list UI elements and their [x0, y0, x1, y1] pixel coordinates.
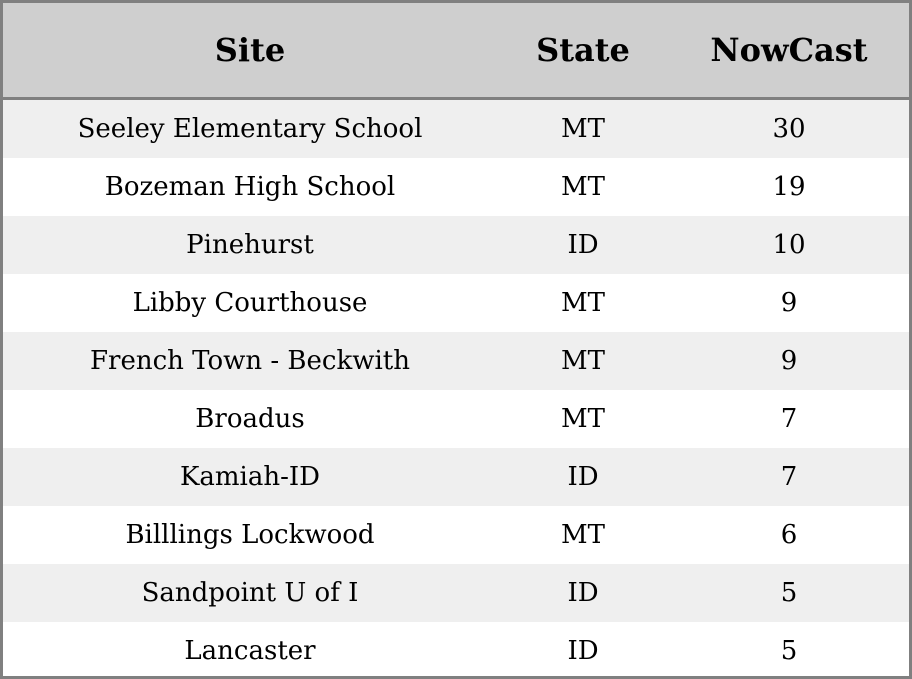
cell-site: French Town - Beckwith: [3, 332, 497, 390]
cell-state: MT: [497, 99, 669, 159]
table-row: [3, 506, 909, 564]
cell-state: ID: [497, 622, 669, 679]
table-row: [3, 564, 909, 622]
table-row: [3, 158, 909, 216]
cell-nowcast: 7: [669, 448, 909, 506]
cell-site: Libby Courthouse: [3, 274, 497, 332]
cell-site: Bozeman High School: [3, 158, 497, 216]
table-row: [3, 274, 909, 332]
cell-site: Seeley Elementary School: [3, 99, 497, 159]
cell-site: Lancaster: [3, 622, 497, 679]
cell-state: MT: [497, 332, 669, 390]
cell-site: Pinehurst: [3, 216, 497, 274]
cell-nowcast: 9: [669, 332, 909, 390]
table-header: [3, 3, 909, 99]
cell-nowcast: 5: [669, 622, 909, 679]
table-row: [3, 448, 909, 506]
column-header-nowcast: NowCast: [669, 3, 909, 99]
table-row: [3, 99, 909, 159]
cell-nowcast: 6: [669, 506, 909, 564]
cell-state: ID: [497, 216, 669, 274]
cell-state: MT: [497, 158, 669, 216]
cell-state: ID: [497, 448, 669, 506]
cell-nowcast: 19: [669, 158, 909, 216]
table-body: [3, 99, 909, 679]
column-header-site: Site: [3, 3, 497, 99]
cell-nowcast: 30: [669, 99, 909, 159]
table-row: [3, 332, 909, 390]
cell-site: Broadus: [3, 390, 497, 448]
cell-nowcast: 9: [669, 274, 909, 332]
header-row: [3, 3, 909, 99]
table-row: [3, 216, 909, 274]
table-row: [3, 390, 909, 448]
cell-site: Sandpoint U of I: [3, 564, 497, 622]
cell-nowcast: 10: [669, 216, 909, 274]
cell-state: ID: [497, 564, 669, 622]
cell-state: MT: [497, 390, 669, 448]
cell-site: Kamiah-ID: [3, 448, 497, 506]
cell-nowcast: 5: [669, 564, 909, 622]
cell-state: MT: [497, 274, 669, 332]
table-row: [3, 622, 909, 679]
column-header-state: State: [497, 3, 669, 99]
nowcast-table: [3, 3, 909, 679]
cell-site: Billlings Lockwood: [3, 506, 497, 564]
cell-nowcast: 7: [669, 390, 909, 448]
cell-state: MT: [497, 506, 669, 564]
